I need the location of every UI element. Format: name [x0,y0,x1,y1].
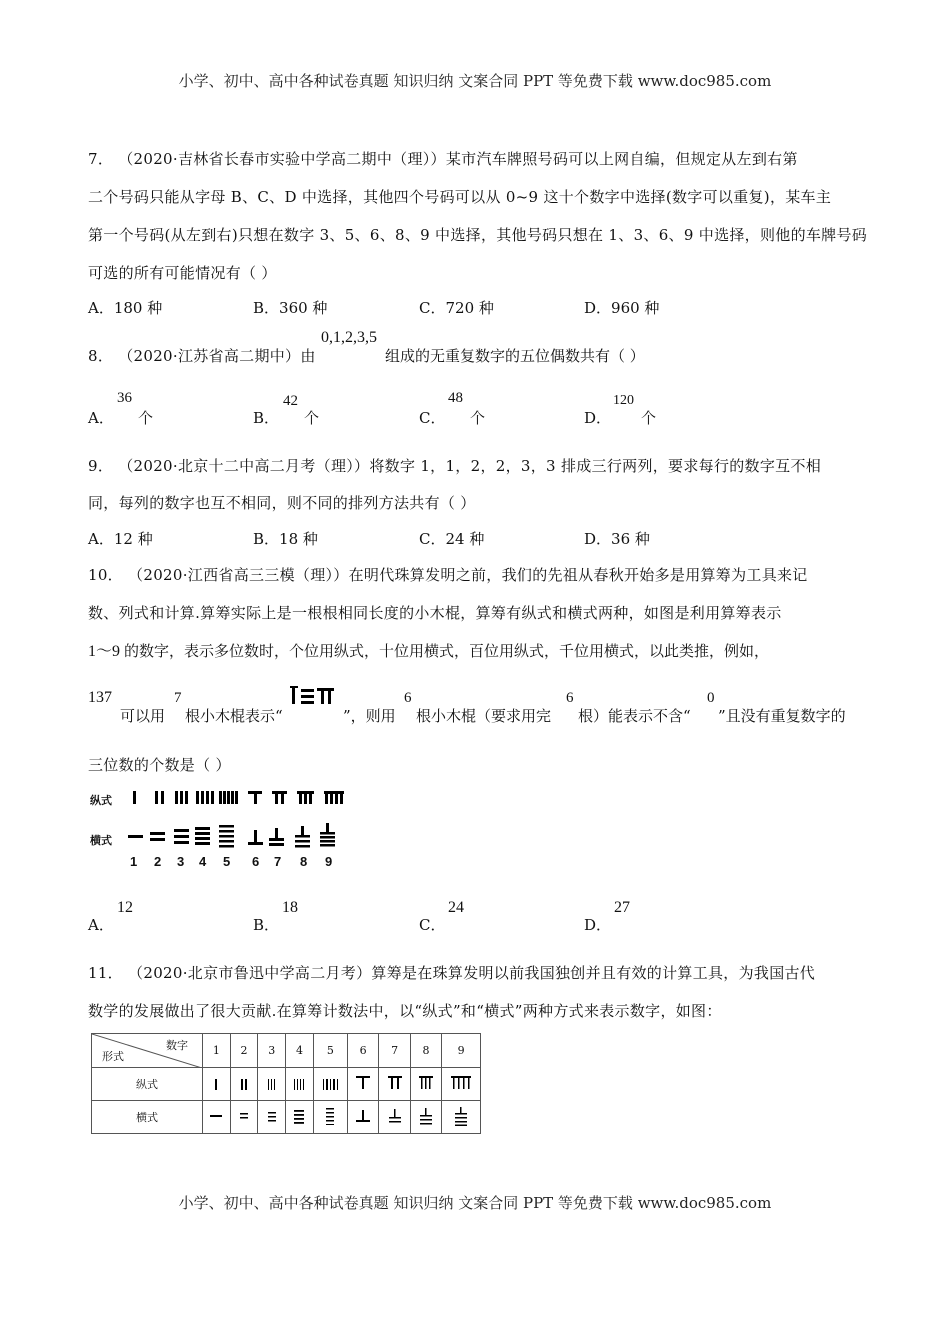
q10-line2: 数、列式和计算.算筹实际上是一根根相同长度的小木棍，算筹有纵式和横式两种，如图是利用算筹表示 [88,604,782,622]
q10-number-6b: 6 [566,690,574,706]
table-vertical-5 [313,1068,347,1101]
q8-option-d: D． [584,409,612,427]
q10-line1: 10． （2020·江西省高三三模（理））在明代珠算发明之前，我们的先祖从春秋开始多是用算筹为工具来记 [88,566,808,584]
q8-digit-set: 0,1,2,3,5 [321,329,377,346]
q7-option-c: C．720 种 [419,299,494,317]
q9-line2: 同，每列的数字也互不相同，则不同的排列方法共有（ ） [88,494,476,512]
q10-line3: 的数字，表示多位数时，个位用纵式，十位用横式，百位用纵式，千位用横式，以此类推，例如， [124,642,770,660]
table-header-digit: 5 [313,1034,347,1068]
q10-line5: 三位数的个数是（ ） [88,756,231,774]
q8-option-d-unit: 个 [641,409,657,427]
table-vertical-7 [379,1068,410,1101]
table-corner-digit-label: 数字 [166,1039,188,1052]
q10-option-a-value: 12 [117,899,133,916]
table-horizontal-7 [379,1101,410,1134]
table-vertical-9 [442,1068,481,1101]
q8-option-a-value: 36 [117,390,132,406]
q10-text-can-use: 可以用 [120,707,166,725]
q10-rod-numeral-figure [88,786,358,868]
table-horizontal-4 [286,1101,314,1134]
fig-digit: 9 [325,854,333,869]
fig-row-label-vertical: 纵式 [90,794,112,807]
table-horizontal-5 [313,1101,347,1134]
table-header-digit: 3 [258,1034,286,1068]
page-footer: 小学、初中、高中各种试卷真题 知识归纳 文案合同 PPT 等免费下载 www.doc985.com [178,1194,772,1212]
table-header-digit: 8 [410,1034,441,1068]
q10-text-then: ”，则用 [343,707,396,725]
fig-digit: 6 [252,854,260,869]
q10-text-no: 根）能表示不含“ [578,707,691,725]
table-header-digit: 1 [203,1034,231,1068]
q9-option-d: D．36 种 [584,530,650,548]
fig-digit: 2 [154,854,162,869]
q8-option-b-unit: 个 [304,409,320,427]
q8-prefix: 8． （2020·江苏省高二期中）由 [88,347,316,365]
table-vertical-6 [347,1068,378,1101]
q8-option-c: C． [419,409,446,427]
q11-rod-table [91,1033,481,1134]
table-horizontal-6 [347,1101,378,1134]
q7-option-d: D．960 种 [584,299,660,317]
q10-text-require: 根小木棍（要求用完 [416,707,552,725]
table-vertical-2 [230,1068,258,1101]
fig-digit: 1 [130,854,138,869]
q9-option-a: A．12 种 [88,530,153,548]
q10-option-d: D． [584,916,612,934]
fig-digit: 5 [223,854,231,869]
table-header-digit: 7 [379,1034,410,1068]
table-header-digit: 6 [347,1034,378,1068]
q10-text-sticks-show: 根小木棍表示“ [185,707,283,725]
table-vertical-3 [258,1068,286,1101]
q11-line2: 数学的发展做出了很大贡献.在算筹计数法中，以“纵式”和“横式”两种方式来表示数字，如图： [88,1002,722,1020]
q10-number-0: 0 [707,690,715,706]
q10-number-137: 137 [88,689,112,706]
q11-line1: 11． （2020·北京市鲁迅中学高二月考）算筹是在珠算发明以前我国独创并且有效的计算工具，为我国古代 [88,964,816,982]
table-row-label-horizontal: 横式 [92,1101,203,1134]
table-horizontal-8 [410,1101,441,1134]
q10-number-7: 7 [174,690,182,706]
table-header-digit: 9 [442,1034,481,1068]
q8-option-a: A． [88,409,114,427]
q8-option-c-value: 48 [448,390,463,406]
q10-137-rod-figure [288,686,343,710]
q7-line1: 7． （2020·吉林省长春市实验中学高二期中（理））某市汽车牌照号码可以上网自编，但规定从左到右第 [88,150,798,168]
q8-option-b-value: 42 [283,393,298,409]
q8-option-c-unit: 个 [470,409,486,427]
fig-digit: 8 [300,854,308,869]
table-row-label-vertical: 纵式 [92,1068,203,1101]
table-corner-cell [92,1034,203,1068]
q7-line2: 二个号码只能从字母 B、C、D 中选择，其他四个号码可以从 0~9 这十个数字中选择(数字可以重复)，某车主 [88,188,832,206]
q10-option-d-value: 27 [614,899,630,916]
q10-option-a: A． [88,916,114,934]
fig-digit: 3 [177,854,185,869]
table-vertical-1 [203,1068,231,1101]
q7-option-b: B．360 种 [253,299,328,317]
table-horizontal-3 [258,1101,286,1134]
q10-number-6a: 6 [404,690,412,706]
q7-line3: 第一个号码(从左到右)只想在数字 3、5、6、8、9 中选择，其他号码只想在 1、3、6、9 中选择，则他的车牌号码 [88,226,868,244]
table-horizontal-9 [442,1101,481,1134]
q8-option-b: B． [253,409,280,427]
q10-option-c-value: 24 [448,899,464,916]
q10-option-b: B． [253,916,280,934]
q7-option-a: A．180 种 [88,299,163,317]
fig-digit: 4 [199,854,207,869]
q10-range: 1～9 [88,643,121,660]
fig-digit: 7 [274,854,282,869]
q10-text-no-repeat: ”且没有重复数字的 [718,707,846,725]
q7-line4: 可选的所有可能情况有（ ） [88,264,277,282]
table-header-digit: 2 [230,1034,258,1068]
q8-suffix: 组成的无重复数字的五位偶数共有（ ） [385,347,645,365]
table-horizontal-1 [203,1101,231,1134]
page-header: 小学、初中、高中各种试卷真题 知识归纳 文案合同 PPT 等免费下载 www.doc985.com [178,72,772,90]
q9-option-b: B．18 种 [253,530,318,548]
q9-line1: 9． （2020·北京十二中高二月考（理））将数字 1，1，2，2，3，3 排成三行两列，要求每行的数字互不相 [88,457,822,475]
q9-option-c: C．24 种 [419,530,485,548]
table-corner-form-label: 形式 [102,1050,124,1063]
table-horizontal-2 [230,1101,258,1134]
q10-option-c: C． [419,916,446,934]
table-vertical-4 [286,1068,314,1101]
table-vertical-8 [410,1068,441,1101]
q10-option-b-value: 18 [282,899,298,916]
q8-option-d-value: 120 [613,393,634,408]
q8-option-a-unit: 个 [138,409,154,427]
fig-row-label-horizontal: 横式 [90,834,112,847]
table-header-digit: 4 [286,1034,314,1068]
